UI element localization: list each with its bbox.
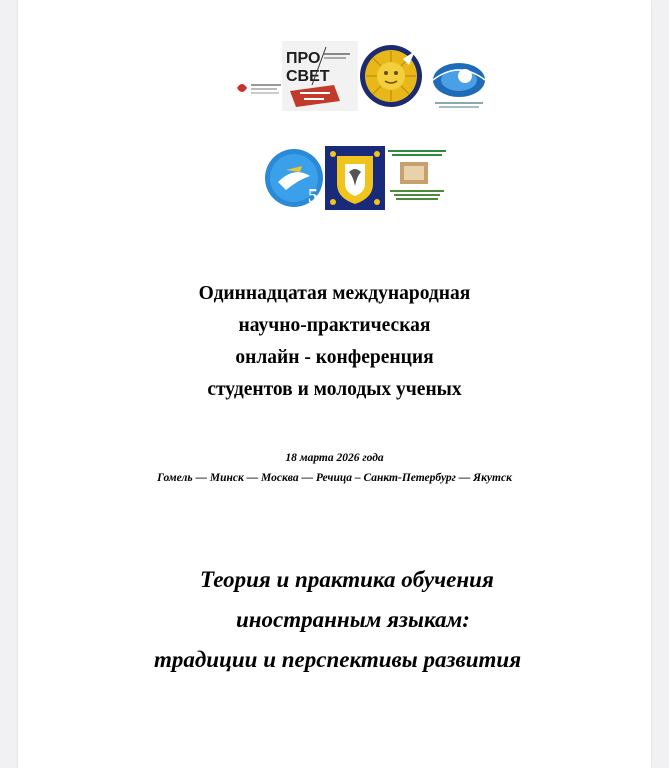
theme-line-3: традиции и перспективы развития [154,647,522,672]
svg-text:5: 5 [308,185,318,207]
conference-date: 18 марта 2026 года [285,452,384,464]
ministry-education-logo [386,146,448,210]
conference-title [0,278,669,406]
gomel-coat-of-arms [325,146,385,210]
svg-text:ПРО: ПРО [286,50,321,67]
title-line-1: Одиннадцатая международная [198,283,471,304]
sun-emblem-logo [359,41,423,111]
prosvet-logo [282,41,358,111]
conference-theme [0,560,669,680]
globe-logo-right [425,58,493,112]
title-line-4: студентов и молодых ученых [207,379,462,400]
title-line-2: научно-практическая [238,315,431,336]
theme-line-2: иностранным языкам: [236,607,470,632]
anniversary-emblem-logo [264,146,326,210]
university-logo-left [233,76,283,102]
svg-text:СВЕТ: СВЕТ [286,68,330,85]
conference-cities: Гомель — Минск — Москва — Речица – Санкт-Петербург — Якутск [157,472,512,484]
theme-line-1: Теория и практика обучения [200,567,494,592]
title-line-3: онлайн - конференция [235,347,434,368]
